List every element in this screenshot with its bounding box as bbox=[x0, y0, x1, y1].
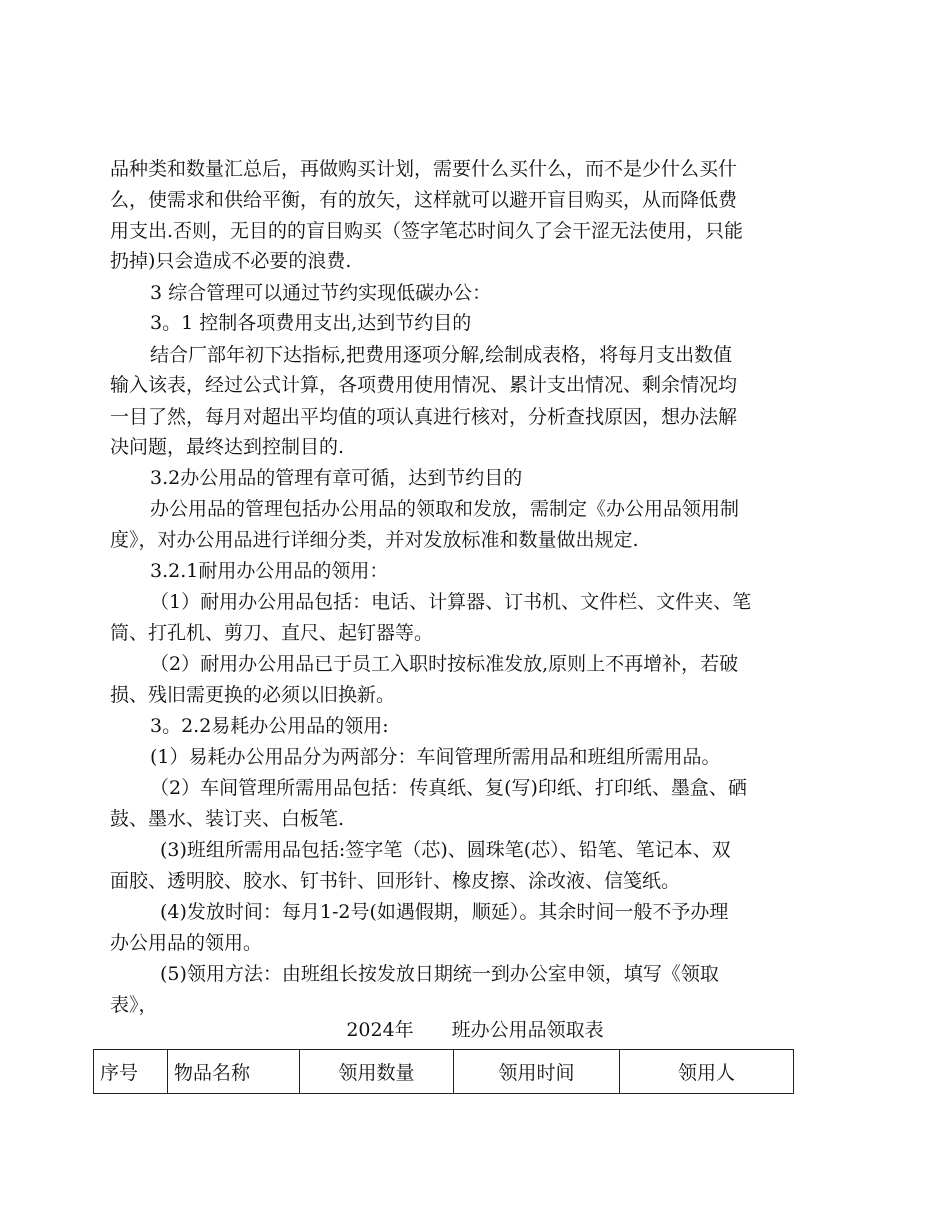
paragraph-line: 筒、打孔机、剪刀、直尺、起钉器等。 bbox=[110, 622, 434, 644]
list-item: (1）易耗办公用品分为两部分：车间管理所需用品和班组所需用品。 bbox=[150, 746, 721, 768]
paragraph-line: 结合厂部年初下达指标,把费用逐项分解,绘制成表格，将每月支出数值 bbox=[150, 344, 733, 366]
paragraph-line: 输入该表，经过公式计算，各项费用使用情况、累计支出情况、剩余情况均 bbox=[110, 374, 738, 396]
list-item: （2）车间管理所需用品包括：传真纸、复(写)印纸、打印纸、墨盒、硒 bbox=[150, 777, 747, 799]
header-cell-time: 领用时间 bbox=[454, 1050, 620, 1094]
paragraph-line: 办公用品的领用。 bbox=[110, 932, 263, 954]
paragraph-line: 么，使需求和供给平衡，有的放矢，这样就可以避开盲目购买，从而降低费 bbox=[110, 189, 738, 211]
table-header-row bbox=[94, 1050, 794, 1094]
header-cell-recipient: 领用人 bbox=[620, 1050, 794, 1094]
list-item: (3)班组所需用品包括:签字笔（芯)、圆珠笔(芯）、铅笔、笔记本、双 bbox=[160, 839, 731, 861]
paragraph-line: 一目了然，每月对超出平均值的项认真进行核对，分析查找原因，想办法解 bbox=[110, 406, 738, 428]
list-item: (4)发放时间：每月1-2号(如遇假期，顺延）。其余时间一般不予办理 bbox=[160, 901, 729, 923]
subsection-heading: 3.2.1耐用办公用品的领用： bbox=[150, 560, 389, 582]
header-cell-quantity: 领用数量 bbox=[300, 1050, 454, 1094]
paragraph-line: 表》， bbox=[110, 994, 158, 1016]
list-item: （2）耐用办公用品已于员工入职时按标准发放,原则上不再增补，若破 bbox=[150, 653, 739, 675]
paragraph-line: 办公用品的管理包括办公用品的领取和发放，需制定《办公用品领用制 bbox=[150, 498, 740, 520]
table-title: 2024年 班办公用品领取表 bbox=[346, 1019, 604, 1041]
subsection-heading: 3。1 控制各项费用支出,达到节约目的 bbox=[150, 312, 472, 334]
requisition-table bbox=[93, 1049, 794, 1094]
subsection-heading: 3。2.2易耗办公用品的领用: bbox=[150, 715, 389, 737]
paragraph-line: 扔掉)只会造成不必要的浪费. bbox=[110, 250, 352, 272]
list-item: (5)领用方法：由班组长按发放日期统一到办公室申领，填写《领取 bbox=[160, 963, 719, 985]
paragraph-line: 面胶、透明胶、胶水、钉书针、回形针、橡皮擦、涂改液、信笺纸。 bbox=[110, 870, 681, 892]
paragraph-line: 损、残旧需更换的必须以旧换新。 bbox=[110, 684, 396, 706]
paragraph-line: 鼓、墨水、装订夹、白板笔. bbox=[110, 808, 345, 830]
paragraph-line: 用支出.否则，无目的的盲目购买（签字笔芯时间久了会干涩无法使用，只能 bbox=[110, 220, 744, 242]
subsection-heading: 3.2办公用品的管理有章可循，达到节约目的 bbox=[150, 467, 523, 489]
header-cell-index: 序号 bbox=[94, 1050, 168, 1094]
paragraph-line: 度》，对办公用品进行详细分类，并对发放标准和数量做出规定. bbox=[110, 529, 639, 551]
section-heading: 3 综合管理可以通过节约实现低碳办公： bbox=[150, 282, 492, 304]
header-cell-item-name: 物品名称 bbox=[168, 1050, 300, 1094]
paragraph-line: 品种类和数量汇总后，再做购买计划，需要什么买什么，而不是少什么买什 bbox=[110, 158, 738, 180]
paragraph-line: 决问题，最终达到控制目的. bbox=[110, 436, 345, 458]
list-item: （1）耐用办公用品包括：电话、计算器、订书机、文件栏、文件夹、笔 bbox=[150, 591, 752, 613]
